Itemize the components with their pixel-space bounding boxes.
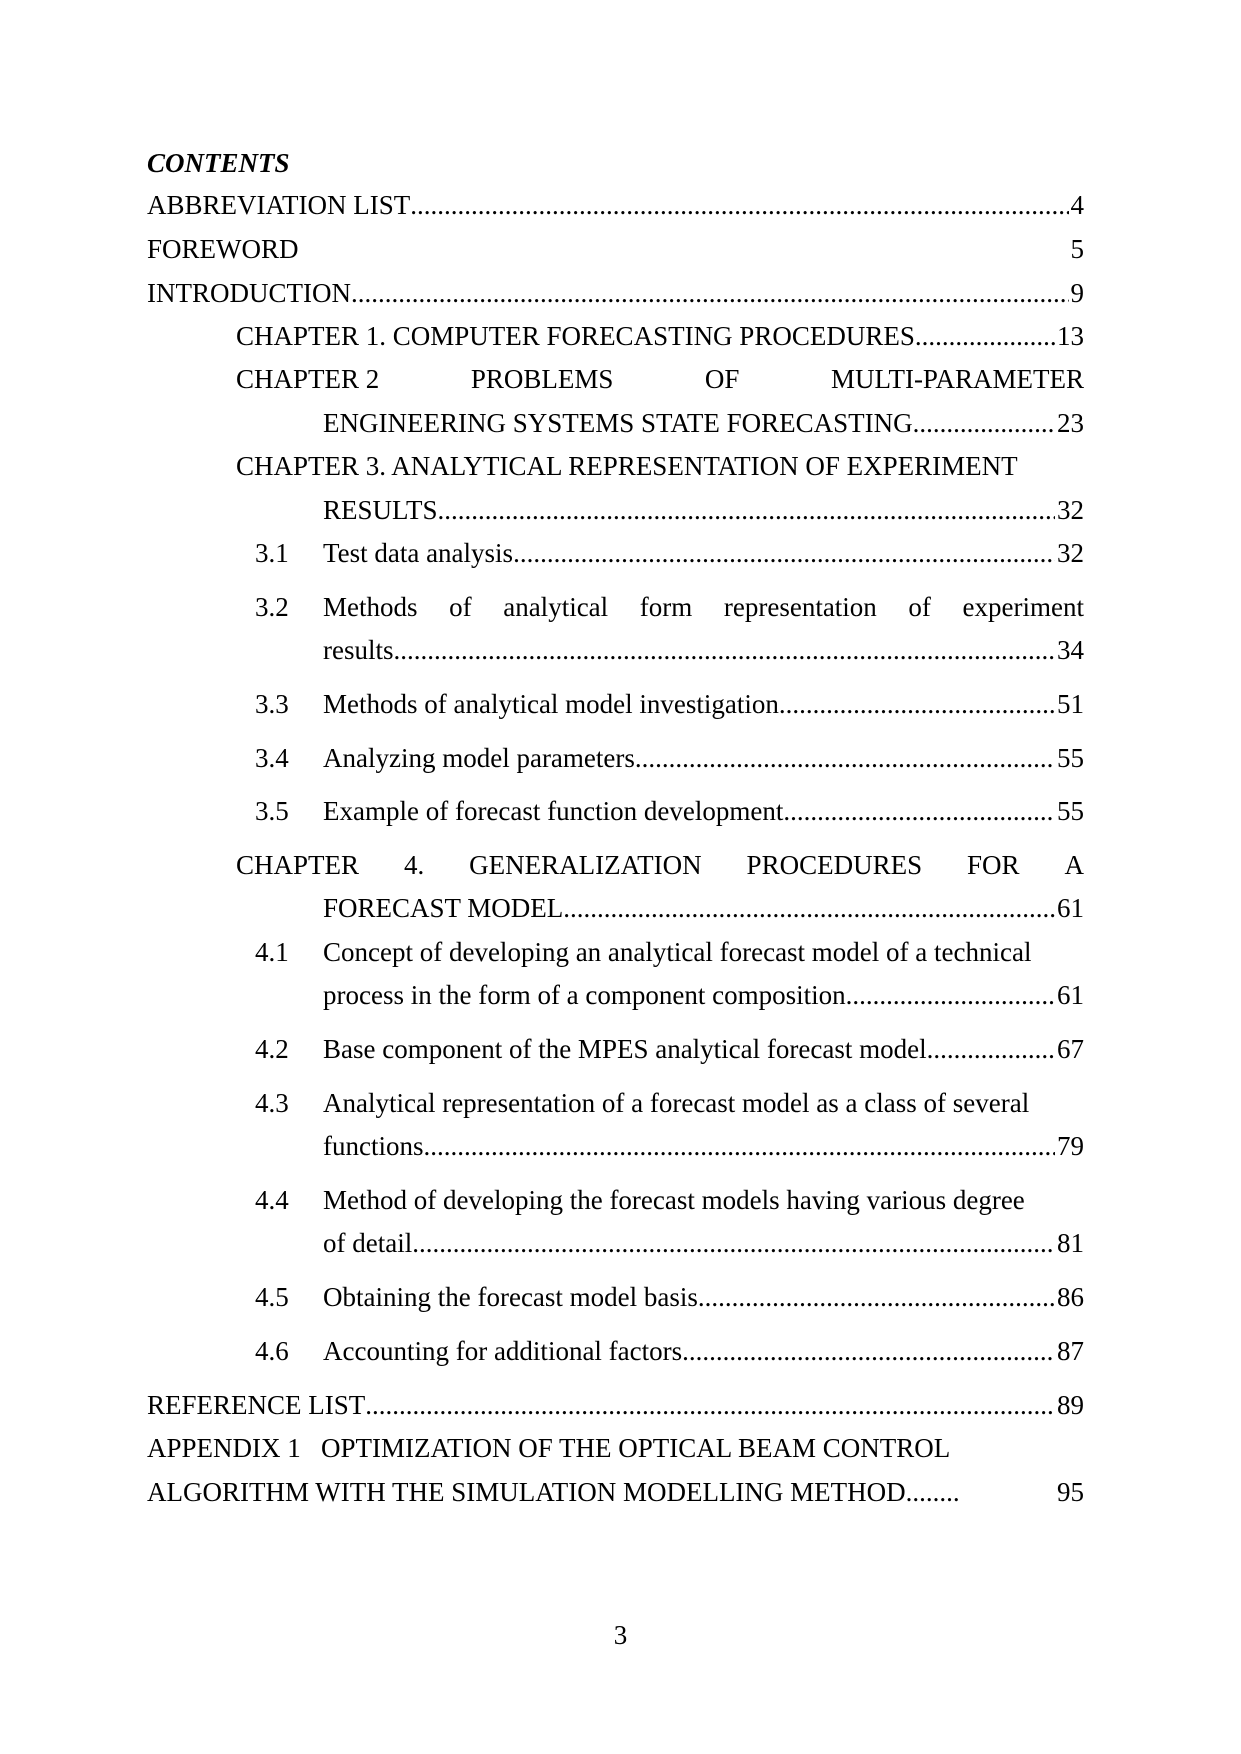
toc-entry-4-3-cont[interactable] bbox=[323, 1129, 1084, 1163]
toc-label: Obtaining the forecast model basis bbox=[323, 1282, 698, 1312]
toc-label: FORECAST MODEL bbox=[323, 893, 564, 923]
toc-page: 5 bbox=[1070, 234, 1084, 264]
dot-leader bbox=[394, 633, 1056, 667]
section-number: 4.6 bbox=[255, 1336, 289, 1366]
toc-label: Analyzing model parameters bbox=[323, 743, 635, 773]
toc-label: Test data analysis bbox=[323, 538, 514, 568]
toc-label: Accounting for additional factors bbox=[323, 1336, 683, 1366]
contents-heading: CONTENTS bbox=[147, 148, 290, 178]
toc-page: 61 bbox=[1057, 980, 1084, 1010]
toc-entry-4-5[interactable] bbox=[323, 1280, 1084, 1314]
toc-word: analytical bbox=[503, 592, 609, 622]
toc-page: 51 bbox=[1057, 689, 1084, 719]
section-number: 4.2 bbox=[255, 1034, 289, 1064]
dot-leader bbox=[682, 1334, 1055, 1368]
dot-leader bbox=[365, 1388, 1055, 1422]
toc-word: Methods bbox=[323, 592, 418, 622]
toc-entry-4-3[interactable]: Analytical representation of a forecast model as a class of several bbox=[323, 1088, 1030, 1118]
toc-label: ALGORITHM WITH THE SIMULATION MODELLING METHOD........ bbox=[147, 1477, 960, 1507]
toc-entry-4-4[interactable]: Method of developing the forecast models having various degree bbox=[323, 1185, 1025, 1215]
toc-page: 61 bbox=[1057, 893, 1084, 923]
toc-label: functions bbox=[323, 1131, 424, 1161]
toc-label: ABBREVIATION LIST bbox=[147, 190, 411, 220]
toc-label: of detail bbox=[323, 1228, 413, 1258]
toc-page: 67 bbox=[1057, 1034, 1084, 1064]
toc-entry-4-6[interactable] bbox=[323, 1334, 1084, 1368]
toc-page: 4 bbox=[1070, 190, 1084, 220]
section-number: 3.5 bbox=[255, 796, 289, 826]
toc-label: FOREWORD bbox=[147, 234, 299, 264]
dot-leader bbox=[698, 1280, 1055, 1314]
toc-label: ENGINEERING SYSTEMS STATE FORECASTING bbox=[323, 408, 913, 438]
dot-leader bbox=[779, 687, 1055, 721]
toc-entry-3-5[interactable] bbox=[323, 794, 1084, 828]
section-number: 3.3 bbox=[255, 689, 289, 719]
dot-leader bbox=[513, 536, 1055, 570]
dot-leader bbox=[913, 406, 1055, 440]
toc-page: 79 bbox=[1057, 1131, 1084, 1161]
toc-page: 81 bbox=[1057, 1228, 1084, 1258]
toc-label: RESULTS bbox=[323, 495, 438, 525]
dot-leader bbox=[783, 794, 1055, 828]
toc-word: of bbox=[449, 592, 472, 622]
toc-label: REFERENCE LIST bbox=[147, 1390, 366, 1420]
page-number: 3 bbox=[613, 1620, 628, 1650]
dot-leader bbox=[635, 741, 1055, 775]
toc-page: 87 bbox=[1057, 1336, 1084, 1366]
section-number: 3.2 bbox=[255, 592, 289, 622]
toc-entry-3-4[interactable] bbox=[323, 741, 1084, 775]
toc-entry-3-3[interactable] bbox=[323, 687, 1084, 721]
toc-word: GENERALIZATION bbox=[469, 850, 702, 880]
toc-label: Example of forecast function development bbox=[323, 796, 784, 826]
toc-page: 13 bbox=[1057, 321, 1084, 351]
toc-word: form bbox=[639, 592, 693, 622]
toc-word: 4. bbox=[403, 850, 425, 880]
toc-entry-chapter-3-cont[interactable] bbox=[323, 493, 1084, 527]
toc-entry-4-1-cont[interactable] bbox=[323, 978, 1084, 1012]
dot-leader bbox=[563, 891, 1055, 925]
toc-word: representation bbox=[723, 592, 877, 622]
dot-leader bbox=[424, 1129, 1056, 1163]
section-number: 4.4 bbox=[255, 1185, 289, 1215]
toc-entry-introduction[interactable] bbox=[147, 276, 1084, 310]
section-number: 4.3 bbox=[255, 1088, 289, 1118]
dot-leader bbox=[438, 493, 1055, 527]
toc-label: process in the form of a component composition bbox=[323, 980, 846, 1010]
toc-entry-chapter-2-cont[interactable] bbox=[323, 406, 1084, 440]
toc-page: 55 bbox=[1057, 796, 1084, 826]
toc-label: CHAPTER 1. COMPUTER FORECASTING PROCEDURES bbox=[236, 321, 915, 351]
toc-page: 86 bbox=[1057, 1282, 1084, 1312]
toc-label: Methods of analytical model investigation bbox=[323, 689, 779, 719]
toc-entry-chapter-4-cont[interactable] bbox=[323, 891, 1084, 925]
toc-entry-appendix-1-cont[interactable] bbox=[147, 1475, 1084, 1509]
toc-word: A bbox=[1064, 850, 1084, 880]
toc-entry-chapter-4[interactable] bbox=[236, 848, 1084, 882]
toc-entry-4-1[interactable]: Concept of developing an analytical forecast model of a technical bbox=[323, 937, 1032, 967]
toc-word: FOR bbox=[967, 850, 1020, 880]
dot-leader bbox=[846, 978, 1055, 1012]
toc-entry-chapter-2[interactable] bbox=[236, 362, 1084, 396]
toc-word: PROCEDURES bbox=[746, 850, 923, 880]
toc-page: 34 bbox=[1057, 635, 1084, 665]
section-number: 3.4 bbox=[255, 743, 289, 773]
toc-label: results bbox=[323, 635, 394, 665]
toc-entry-foreword[interactable] bbox=[147, 232, 1084, 266]
toc-entry-abbreviation-list[interactable] bbox=[147, 188, 1084, 222]
dot-leader bbox=[412, 1226, 1055, 1260]
toc-word: of bbox=[908, 592, 931, 622]
dot-leader bbox=[351, 276, 1069, 310]
toc-entry-reference-list[interactable] bbox=[147, 1388, 1084, 1422]
toc-entry-appendix-1[interactable]: APPENDIX 1 OPTIMIZATION OF THE OPTICAL BEAM CONTROL bbox=[147, 1433, 951, 1463]
toc-entry-4-2[interactable] bbox=[323, 1032, 1084, 1066]
toc-word: CHAPTER 2 bbox=[236, 364, 380, 394]
toc-word: PROBLEMS bbox=[470, 364, 614, 394]
toc-entry-chapter-3[interactable]: CHAPTER 3. ANALYTICAL REPRESENTATION OF EXPERIMENT bbox=[236, 451, 1018, 481]
dot-leader bbox=[927, 1032, 1055, 1066]
toc-label: Base component of the MPES analytical forecast model bbox=[323, 1034, 927, 1064]
toc-page: 9 bbox=[1070, 278, 1084, 308]
toc-entry-3-1[interactable] bbox=[323, 536, 1084, 570]
toc-word: OF bbox=[704, 364, 740, 394]
toc-word: CHAPTER bbox=[236, 850, 360, 880]
dot-leader bbox=[410, 188, 1068, 222]
toc-page: 89 bbox=[1057, 1390, 1084, 1420]
toc-word: MULTI-PARAMETER bbox=[830, 364, 1084, 394]
toc-label: INTRODUCTION bbox=[147, 278, 351, 308]
toc-word: experiment bbox=[962, 592, 1084, 622]
toc-page: 32 bbox=[1057, 495, 1084, 525]
toc-entry-chapter-1[interactable] bbox=[236, 319, 1084, 353]
toc-page: 95 bbox=[1057, 1477, 1084, 1507]
toc-page: 23 bbox=[1057, 408, 1084, 438]
toc-page: 55 bbox=[1057, 743, 1084, 773]
toc-page: 32 bbox=[1057, 538, 1084, 568]
toc-entry-4-4-cont[interactable] bbox=[323, 1226, 1084, 1260]
section-number: 3.1 bbox=[255, 538, 289, 568]
toc-entry-3-2-cont[interactable] bbox=[323, 633, 1084, 667]
section-number: 4.1 bbox=[255, 937, 289, 967]
dot-leader bbox=[915, 319, 1055, 353]
toc-entry-3-2[interactable] bbox=[323, 590, 1084, 624]
section-number: 4.5 bbox=[255, 1282, 289, 1312]
